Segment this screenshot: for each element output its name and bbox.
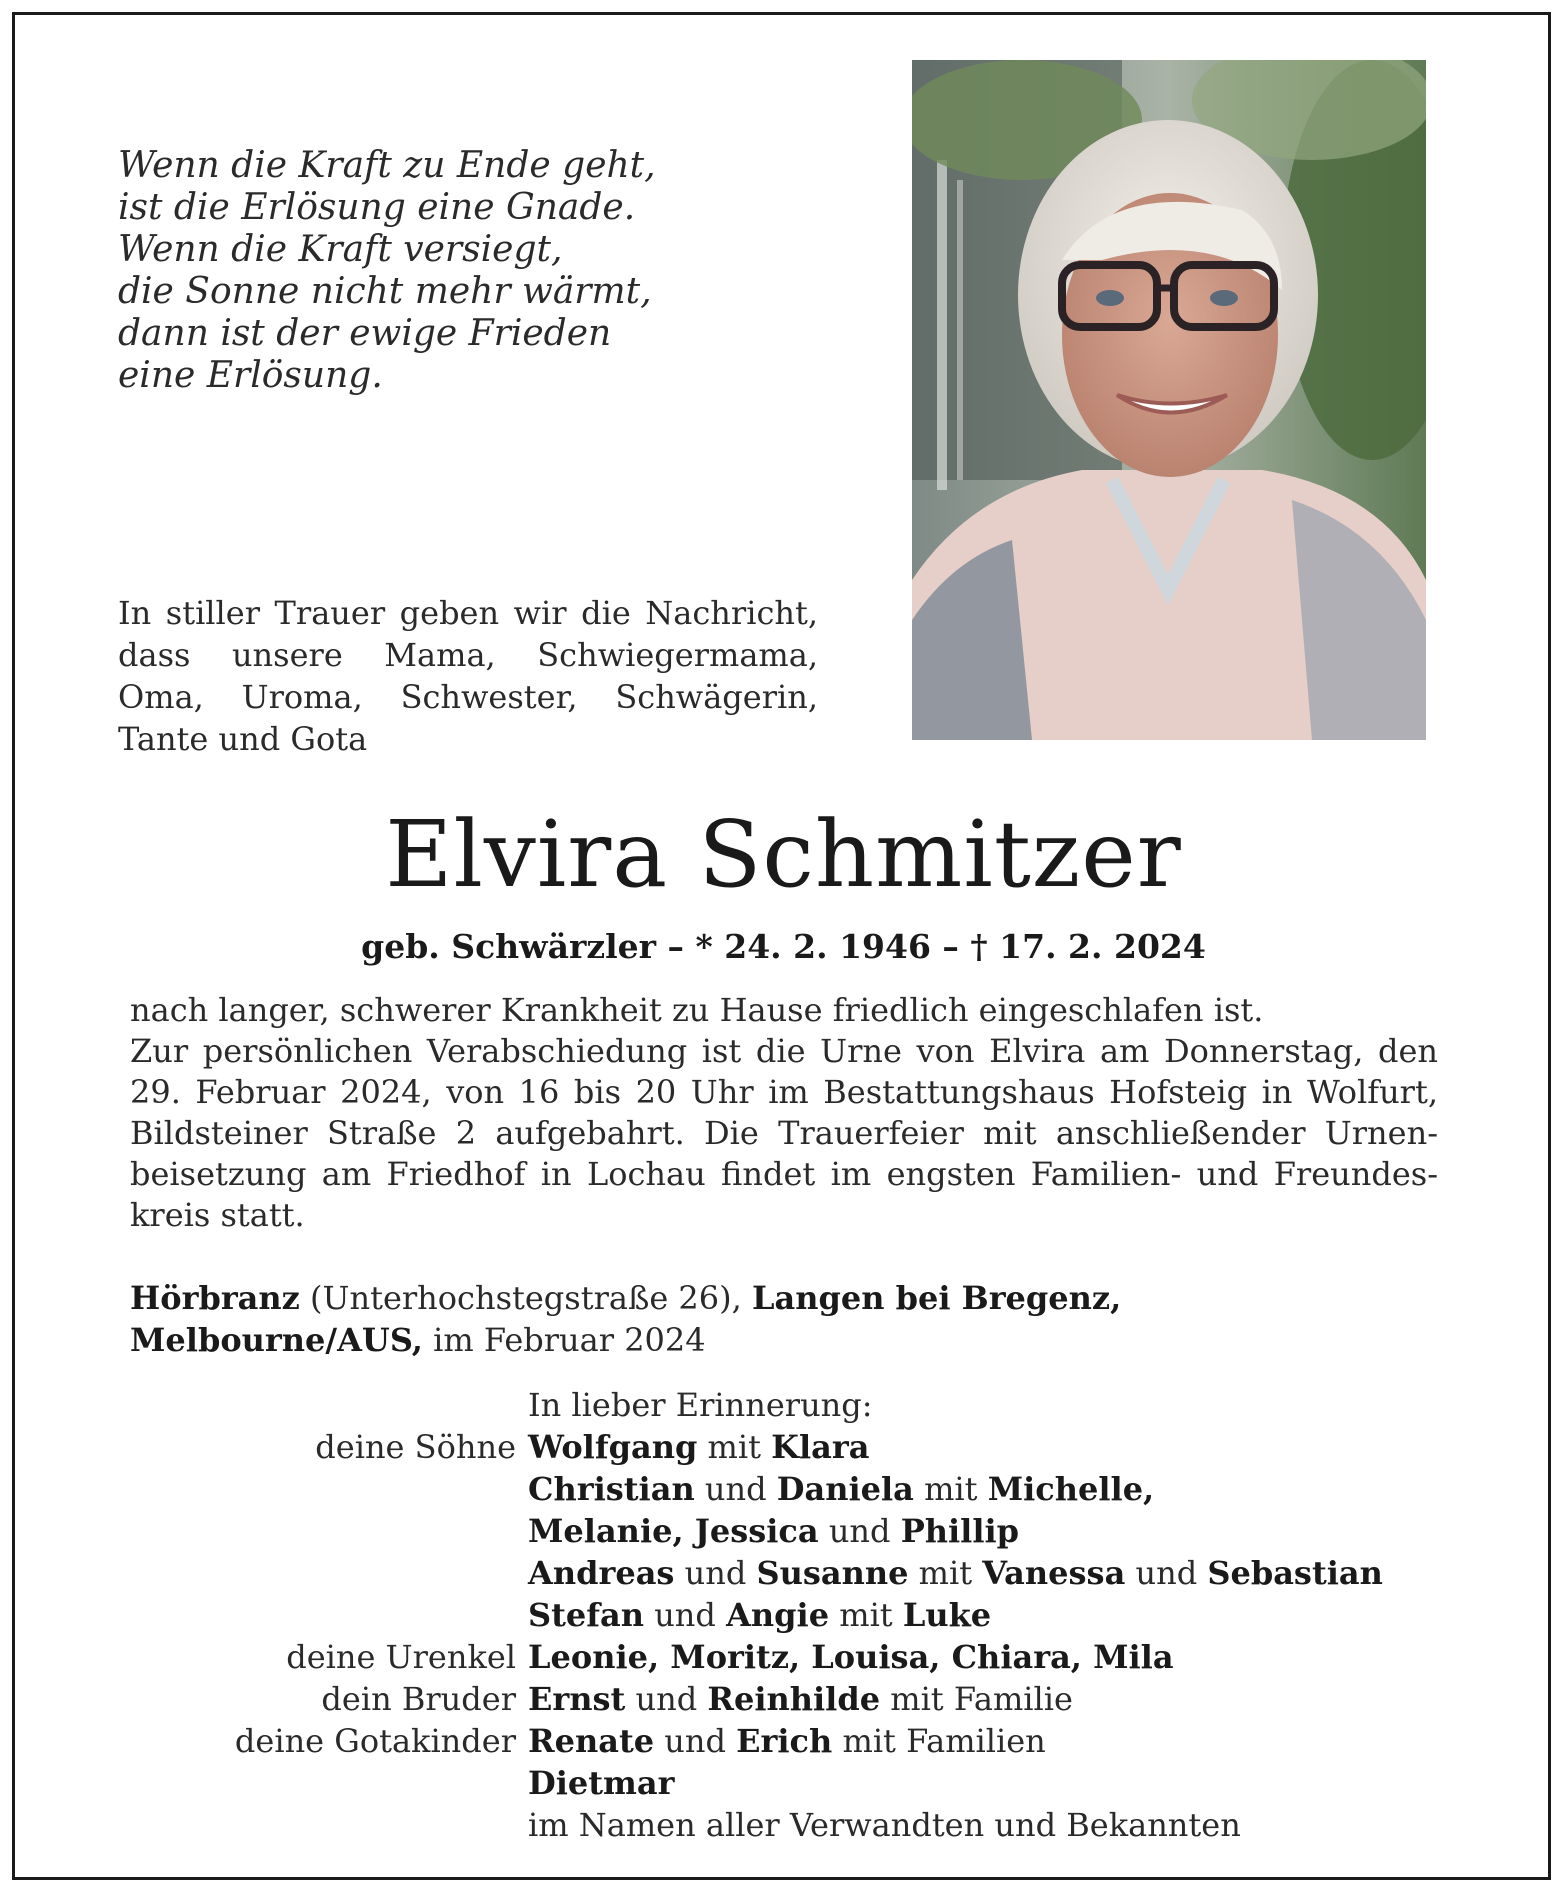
person-name: Renate xyxy=(528,1722,655,1760)
body-line: beisetzung am Friedhof in Lochau findet im engsten Familien- und Freundes- xyxy=(130,1155,1438,1193)
connector-text: und xyxy=(644,1596,727,1634)
connector-text: und xyxy=(1125,1554,1208,1592)
relation-label: deine Söhne xyxy=(315,1428,516,1466)
mourner-row xyxy=(0,1804,1567,1846)
mourner-names xyxy=(528,1804,1241,1846)
person-name: Klara xyxy=(771,1428,870,1466)
person-name: Melanie, Jessica xyxy=(528,1512,819,1550)
body-line: Zur persönlichen Verabschiedung ist die Urne von Elvira am Donnerstag, den xyxy=(130,1032,1438,1070)
connector-text: und xyxy=(654,1722,737,1760)
person-name: Michelle, xyxy=(987,1470,1155,1508)
mourner-row xyxy=(0,1636,1567,1678)
mourner-row xyxy=(0,1594,1567,1636)
poem-line: Wenn die Kraft zu Ende geht, xyxy=(118,145,656,186)
body-line: kreis statt. xyxy=(130,1196,305,1234)
person-name: Andreas xyxy=(528,1554,675,1592)
person-name: Reinhilde xyxy=(707,1680,881,1718)
person-name: Wolfgang xyxy=(528,1428,698,1466)
body-line: Bildsteiner Straße 2 aufgebahrt. Die Trauerfeier mit anschließender Urnen- xyxy=(130,1114,1438,1152)
person-name: Vanessa xyxy=(982,1554,1126,1592)
mourners-list xyxy=(0,1384,1567,1846)
announcement-line: dass unsere Mama, Schwiegermama, xyxy=(118,636,818,674)
mourner-names xyxy=(528,1720,1046,1762)
person-name: Luke xyxy=(902,1596,992,1634)
funeral-details xyxy=(130,990,1438,1236)
poem-line: eine Erlösung. xyxy=(118,355,383,396)
poem-line: Wenn die Kraft versiegt, xyxy=(118,229,563,270)
connector-text: mit xyxy=(913,1470,988,1508)
mourners-intro-row xyxy=(0,1384,1567,1426)
person-name: Erich xyxy=(736,1722,833,1760)
mourner-names xyxy=(528,1510,1019,1552)
announcement-line: Oma, Uroma, Schwester, Schwägerin, xyxy=(118,678,818,716)
person-name: Phillip xyxy=(900,1512,1020,1550)
person-name: Sebastian xyxy=(1207,1554,1383,1592)
relation-label: dein Bruder xyxy=(321,1680,516,1718)
poem xyxy=(118,145,678,397)
mourner-names xyxy=(528,1426,869,1468)
mourner-row xyxy=(0,1468,1567,1510)
mourner-names xyxy=(528,1594,991,1636)
poem-line: dann ist der ewige Frieden xyxy=(118,313,612,354)
place-and-date xyxy=(130,1277,1230,1361)
body-line: nach langer, schwerer Krankheit zu Hause friedlich eingeschlafen ist. xyxy=(130,991,1264,1029)
mourner-names xyxy=(528,1552,1383,1594)
place-name: Melbourne/AUS, xyxy=(130,1321,423,1359)
birth-death-dates: geb. Schwärzler – * 24. 2. 1946 – † 17. 2. 2024 xyxy=(361,927,1206,966)
poem-line: die Sonne nicht mehr wärmt, xyxy=(118,271,652,312)
connector-text: mit Familien xyxy=(832,1722,1046,1760)
connector-text: im Namen aller Verwandten und Bekannten xyxy=(528,1806,1241,1844)
poem-line: ist die Erlösung eine Gnade. xyxy=(118,187,636,228)
mourner-row xyxy=(0,1678,1567,1720)
mourner-names xyxy=(528,1678,1073,1720)
connector-text: mit xyxy=(829,1596,903,1634)
mourner-names xyxy=(528,1762,675,1804)
relation-label: deine Urenkel xyxy=(286,1638,516,1676)
person-name: Stefan xyxy=(528,1596,645,1634)
place-name: Langen bei Bregenz, xyxy=(751,1279,1122,1317)
relation-label: deine Gotakinder xyxy=(234,1722,516,1760)
connector-text: und xyxy=(625,1680,708,1718)
announcement-line: Tante und Gota xyxy=(118,720,368,758)
person-name: Leonie, Moritz, Louisa, Chiara, Mila xyxy=(528,1638,1174,1676)
deceased-name: Elvira Schmitzer xyxy=(385,801,1182,908)
mourner-row xyxy=(0,1552,1567,1594)
announcement-line: In stiller Trauer geben wir die Nachricht, xyxy=(118,594,818,632)
mourner-row xyxy=(0,1510,1567,1552)
person-name: Dietmar xyxy=(528,1764,675,1802)
mourner-row xyxy=(0,1762,1567,1804)
portrait-photo xyxy=(912,60,1426,740)
person-name: Christian xyxy=(528,1470,695,1508)
person-name: Angie xyxy=(726,1596,830,1634)
person-name: Susanne xyxy=(756,1554,909,1592)
mourner-row xyxy=(0,1720,1567,1762)
mourner-row xyxy=(0,1426,1567,1468)
connector-text: und xyxy=(674,1554,757,1592)
mourners-intro: In lieber Erinnerung: xyxy=(528,1386,873,1424)
connector-text: mit Familie xyxy=(880,1680,1073,1718)
connector-text: mit xyxy=(697,1428,772,1466)
person-name: Daniela xyxy=(776,1470,914,1508)
mourner-names xyxy=(528,1636,1174,1678)
connector-text: und xyxy=(694,1470,777,1508)
place-note: im Februar 2024 xyxy=(422,1321,706,1359)
mourner-names xyxy=(528,1468,1154,1510)
connector-text: und xyxy=(818,1512,901,1550)
connector-text: mit xyxy=(908,1554,983,1592)
body-line: 29. Februar 2024, von 16 bis 20 Uhr im Bestattungshaus Hofsteig in Wolfurt, xyxy=(130,1073,1438,1111)
place-note: (Unterhochstegstraße 26), xyxy=(299,1279,752,1317)
announcement-text xyxy=(118,592,818,760)
place-name: Hörbranz xyxy=(130,1279,300,1317)
person-name: Ernst xyxy=(528,1680,626,1718)
